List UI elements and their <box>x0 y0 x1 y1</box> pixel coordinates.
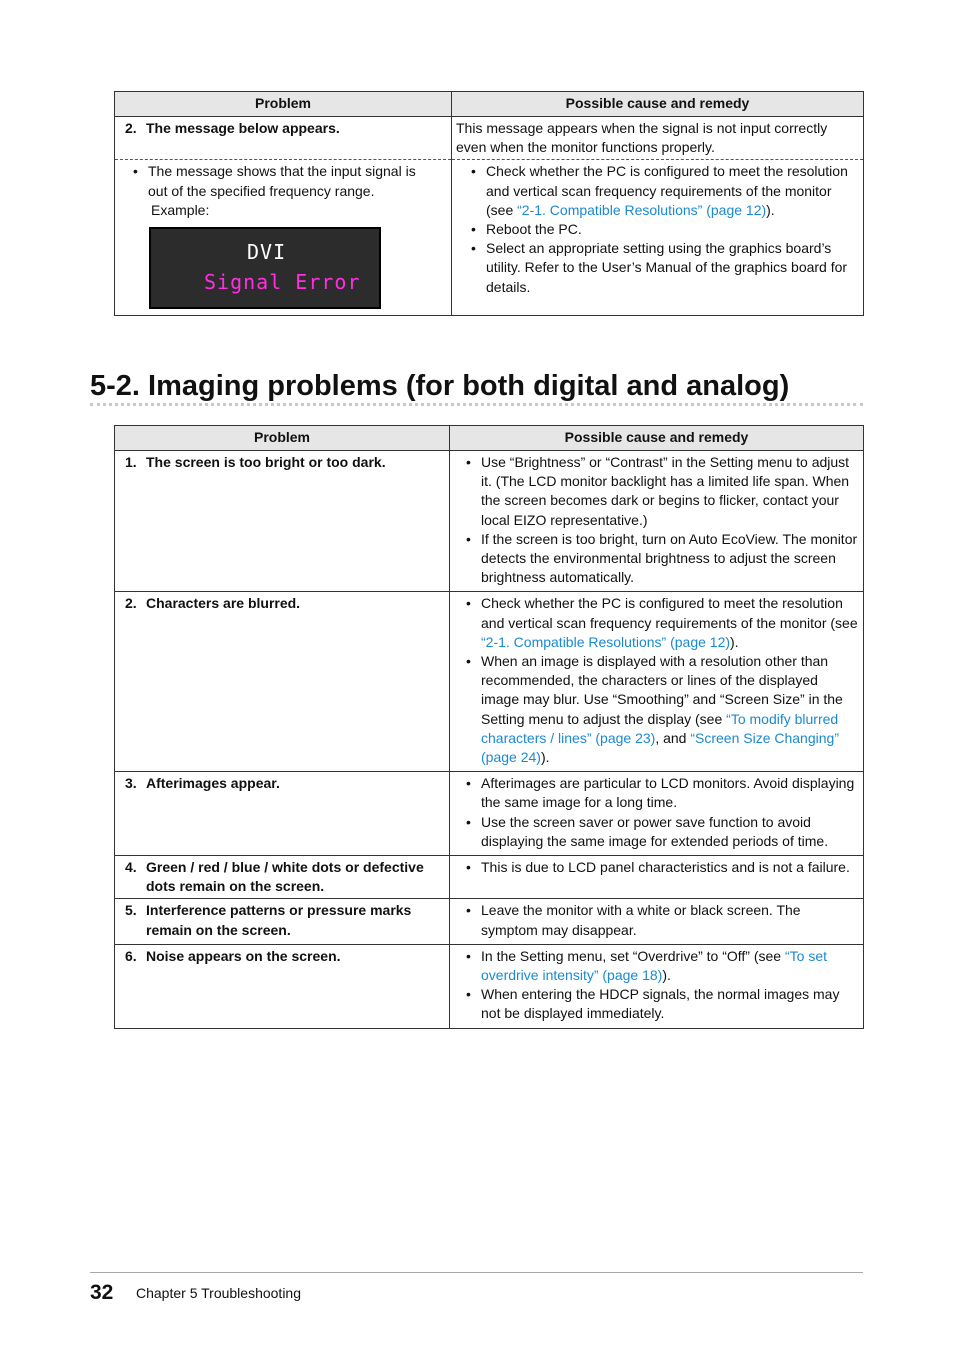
list-item: • Select an appropriate setting using the graphics board’s utility. Refer to the User’s Manual of the graphics board for details. <box>469 239 859 297</box>
table-header-row <box>115 426 864 451</box>
remedy-list <box>464 947 859 1024</box>
link-compatible-resolutions[interactable]: “2-1. Compatible Resolutions” (page 12) <box>481 633 731 650</box>
message-list <box>131 162 431 200</box>
table-imaging-problems <box>114 425 864 1029</box>
header-remedy: Possible cause and remedy <box>452 92 864 117</box>
problem-cell <box>115 899 450 944</box>
table-row <box>115 772 864 856</box>
list-item: • Use “Brightness” or “Contrast” in the Setting menu to adjust it. (The LCD monitor backlight has a limited life span. When the screen becomes dark or begins to flicker, contact your local EIZO representative.) <box>464 453 859 530</box>
list-item: • This is due to LCD panel characteristics and is not a failure. <box>464 858 859 877</box>
remedy-cell <box>450 899 864 944</box>
problem-cell <box>115 117 452 160</box>
dotted-divider <box>90 403 863 406</box>
table-row <box>115 451 864 592</box>
list-item: • The message shows that the input signal is out of the specified frequency range. <box>131 162 431 200</box>
remedy-text: Check whether the PC is configured to meet the resolution and vertical scan frequency requirements of the monitor (see <box>486 163 848 218</box>
remedy-cell <box>450 592 864 772</box>
remedy-text: ). <box>730 633 739 650</box>
problem-cell <box>115 944 450 1028</box>
remedy-cell <box>450 856 864 899</box>
intro-cell: This message appears when the signal is not input correctly even when the monitor functions properly. <box>452 117 864 160</box>
problem-number: 1. <box>125 454 137 470</box>
signal-error-osd-image <box>149 227 381 309</box>
message-cell <box>115 160 452 316</box>
osd-line-error: Signal Error <box>204 270 361 295</box>
problem-text: Interference patterns or pressure marks remain on the screen. <box>146 902 412 938</box>
remedy-cell <box>450 944 864 1028</box>
list-item <box>464 652 859 767</box>
problem-cell <box>115 592 450 772</box>
list-item <box>464 947 859 985</box>
problem-text: Characters are blurred. <box>146 595 301 612</box>
problem-text: Afterimages appear. <box>146 775 280 792</box>
remedy-list <box>464 453 859 587</box>
problem-cell <box>115 451 450 592</box>
remedy-cell <box>452 160 864 316</box>
remedy-text: When an image is displayed with a resolution other than recommended, the characters or lines of the displayed image may blur. Use “Smoothing” and “Screen Size” in the Setting menu to adjust the display (see <box>481 653 843 727</box>
table-row <box>115 899 864 944</box>
list-item <box>469 162 859 220</box>
example-label: Example: <box>151 201 210 218</box>
section-title: 5-2. Imaging problems (for both digital and analog) <box>90 370 790 402</box>
link-screen-size-changing[interactable]: “Screen Size Changing” (page 24) <box>481 729 839 766</box>
problem-number: 2. <box>125 120 137 136</box>
list-item: • Leave the monitor with a white or black screen. The symptom may disappear. <box>464 901 859 939</box>
problem-number: 6. <box>125 947 137 964</box>
table-signal-message <box>114 91 864 316</box>
list-item: • When entering the HDCP signals, the normal images may not be displayed immediately. <box>464 985 859 1023</box>
remedy-cell <box>450 451 864 592</box>
list-item: • Use the screen saver or power save function to avoid displaying the same image for extended periods of time. <box>464 813 859 851</box>
remedy-cell <box>450 772 864 856</box>
header-problem: Problem <box>115 426 450 451</box>
problem-number: 5. <box>125 902 137 919</box>
problem-text: Green / red / blue / white dots or defective dots remain on the screen. <box>146 859 424 895</box>
table-row <box>115 944 864 1028</box>
remedy-list <box>464 594 859 767</box>
table-header-row <box>115 92 864 117</box>
remedy-text: , and <box>655 729 691 746</box>
remedy-list <box>469 162 859 296</box>
list-item: • If the screen is too bright, turn on Auto EcoView. The monitor detects the environmental brightness to adjust the screen brightness automatically. <box>464 530 859 588</box>
problem-cell <box>115 856 450 899</box>
table-row <box>115 160 864 316</box>
remedy-list <box>464 774 859 851</box>
problem-number: 2. <box>125 595 137 612</box>
footer-divider <box>90 1272 863 1273</box>
link-modify-blurred-characters[interactable]: “To modify blurred characters / lines” (page 23) <box>481 710 839 746</box>
problem-text: The message below appears. <box>146 120 340 136</box>
link-compatible-resolutions[interactable]: “2-1. Compatible Resolutions” (page 12) <box>517 201 767 218</box>
osd-line-input: DVI <box>247 240 287 265</box>
problem-text: The screen is too bright or too dark. <box>146 454 386 470</box>
list-item: • Reboot the PC. <box>469 220 859 239</box>
header-remedy: Possible cause and remedy <box>450 426 864 451</box>
table-row <box>115 592 864 772</box>
remedy-text: In the Setting menu, set “Overdrive” to “Off” (see <box>481 947 785 964</box>
list-item <box>464 594 859 652</box>
list-item: • Afterimages are particular to LCD monitors. Avoid displaying the same image for a long time. <box>464 774 859 812</box>
problem-number: 4. <box>125 859 137 876</box>
remedy-text: ). <box>766 201 775 218</box>
problem-text: Noise appears on the screen. <box>146 947 341 964</box>
chapter-label: Chapter 5 Troubleshooting <box>136 1285 301 1301</box>
table-row <box>115 117 864 160</box>
remedy-text: Check whether the PC is configured to meet the resolution and vertical scan frequency requirements of the monitor (see <box>481 595 858 631</box>
problem-number: 3. <box>125 775 137 792</box>
remedy-text: ). <box>540 749 550 766</box>
problem-cell <box>115 772 450 856</box>
link-overdrive-intensity[interactable]: “To set overdrive intensity” (page 18) <box>481 947 827 984</box>
remedy-list <box>464 858 859 877</box>
page-number: 32 <box>90 1281 114 1304</box>
remedy-text: ). <box>662 967 671 984</box>
remedy-list <box>464 901 859 939</box>
header-problem: Problem <box>115 92 452 117</box>
table-row <box>115 856 864 899</box>
